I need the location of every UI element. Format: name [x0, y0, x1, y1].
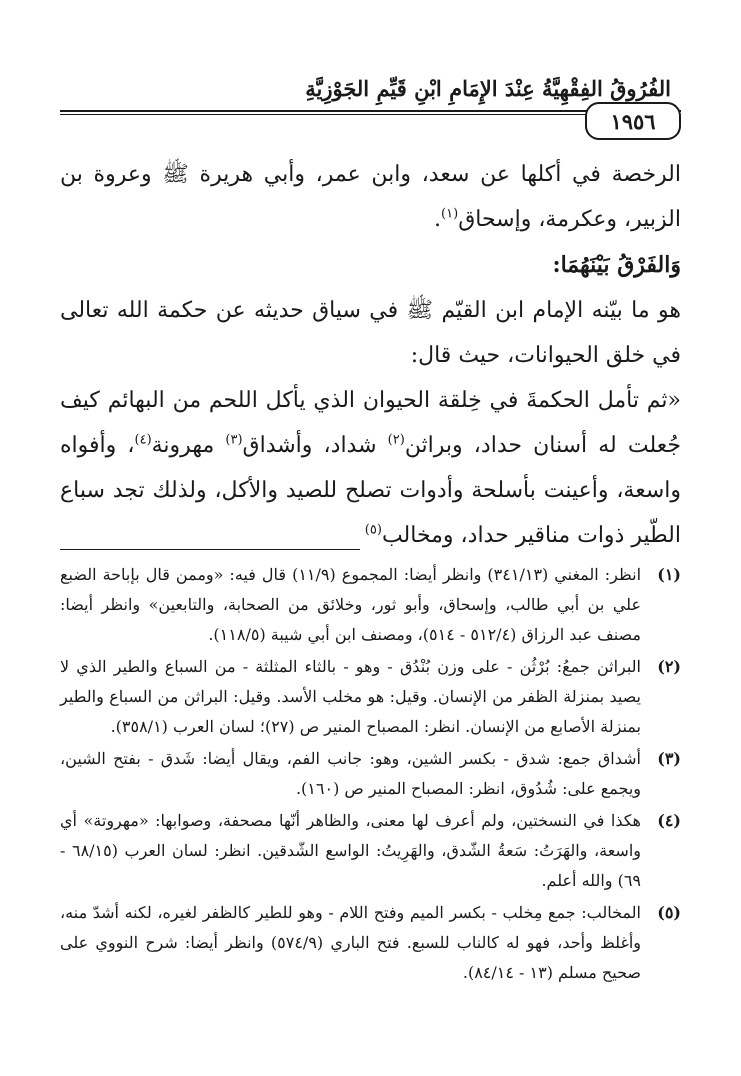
- footnote-ref-5[interactable]: (٥): [364, 522, 382, 538]
- footnote-ref-4[interactable]: (٤): [134, 432, 152, 448]
- footnotes: [60, 560, 681, 990]
- footnote-text: انظر: المغني (٣٤١/١٣) وانظر أيضا: المجموع (١١/٩) قال فيه: «وممن قال بإباحة الضبع علي بن أبي طالب، وإسحاق، وأبو ثور، وخلائق من الصحابة، والتابعين» وانظر أيضا: مصنف عبد الرزاق (٥١٢/٤ - ٥١٤)، ومصنف ابن أبي شيبة (١١٨/٥).: [60, 565, 642, 644]
- footnote-number: (٢): [657, 657, 681, 676]
- page-header: [60, 72, 681, 142]
- quote-text-a: «ثم تأمل الحكمةَ في خِلقة الحيوان الذي يأكل اللحم من البهائم كيف جُعلت له أسنان حداد، وبراثن: [60, 388, 681, 458]
- quote-paragraph: [60, 378, 681, 558]
- paragraph-1-text: الرخصة في أكلها عن سعد، وابن عمر، وأبي هريرة ﷺ وعروة بن الزبير، وعكرمة، وإسحاق: [60, 162, 681, 232]
- footnote-item: [60, 744, 681, 804]
- quote-text-c: مهرونة: [151, 433, 226, 458]
- footnote-item: [60, 806, 681, 896]
- footnote-text: أشداق جمع: شدق - بكسر الشين، وهو: جانب الفم، ويقال أيضا: شَدق - بفتح الشين، ويجمع على: شُدُوق، انظر: المصباح المنير ص (١٦٠).: [60, 749, 641, 798]
- section-subheading: وَالفَرْقُ بَيْنَهُمَا:: [552, 252, 681, 278]
- footnote-text: البراثن جمعُ: بُرْثُن - على وزن بُنْدُق - وهو - بالثاء المثلثة - من السباع والطير الذي لا يصيد بمنزلة الظفر من الإنسان. وقيل: هو مخلب الأسد. وقيل: البراثن من السباع والطير بمنزلة الأصابع من الإنسان. انظر: المصباح المنير ص (٢٧)؛ لسان العرب (٣٥٨/١).: [60, 657, 642, 736]
- footnote-ref-2[interactable]: (٢): [387, 432, 405, 448]
- footnote-text: هكذا في النسختين، ولم أعرف لها معنى، والظاهر أنّها مصحفة، وصوابها: «مهروتة» أي واسعة، والهَرَتُ: سَعةُ الشّدق، والهَرِيتُ: الواسع الشّدقين. انظر: لسان العرب (٦٨/١٥ - ٦٩) والله أعلم.: [60, 811, 641, 890]
- footnote-item: [60, 898, 681, 988]
- paragraph-1: [60, 152, 681, 242]
- footnote-text: المخالب: جمع مِخلب - بكسر الميم وفتح اللام - وهو للطير كالظفر لغيره، لكنه أشدّ منه، وأغلظ وأحد، فهو له كالناب للسبع. فتح الباري (٥٧٤/٩) وانظر أيضا: شرح النووي على صحيح مسلم (١٣ - ٨٤/١٤).: [60, 903, 642, 982]
- footnote-ref-3[interactable]: (٣): [225, 432, 243, 448]
- book-title: الفُرُوقُ الفِقْهِيَّةُ عِنْدَ الإِمَامِ ابْنِ قَيِّمِ الجَوْزِيَّةِ: [305, 76, 671, 101]
- main-text: [60, 152, 681, 558]
- quote-text-b: شداد، وأشداق: [242, 433, 388, 458]
- footnote-number: (٤): [657, 811, 681, 830]
- footnote-separator: [60, 549, 360, 550]
- footnote-ref-1[interactable]: (١): [441, 206, 459, 222]
- page-number: ١٩٥٦: [585, 102, 681, 140]
- footnote-item: [60, 560, 681, 650]
- footnote-number: (٣): [657, 749, 681, 768]
- quote-text-d: ، وأفواه واسعة، وأعينت بأسلحة وأدوات تصلح للصيد والأكل، ولذلك تجد سباع الطّير ذوات مناقير حداد، ومخالب: [60, 433, 681, 548]
- paragraph-1-end: .: [434, 207, 442, 232]
- footnote-number: (١): [657, 565, 681, 584]
- paragraph-2: هو ما بيّنه الإمام ابن القيّم ﷺ في سياق حديثه عن حكمة الله تعالى في خلق الحيوانات، حيث قال:: [60, 298, 681, 368]
- footnote-number: (٥): [657, 903, 681, 922]
- footnote-item: [60, 652, 681, 742]
